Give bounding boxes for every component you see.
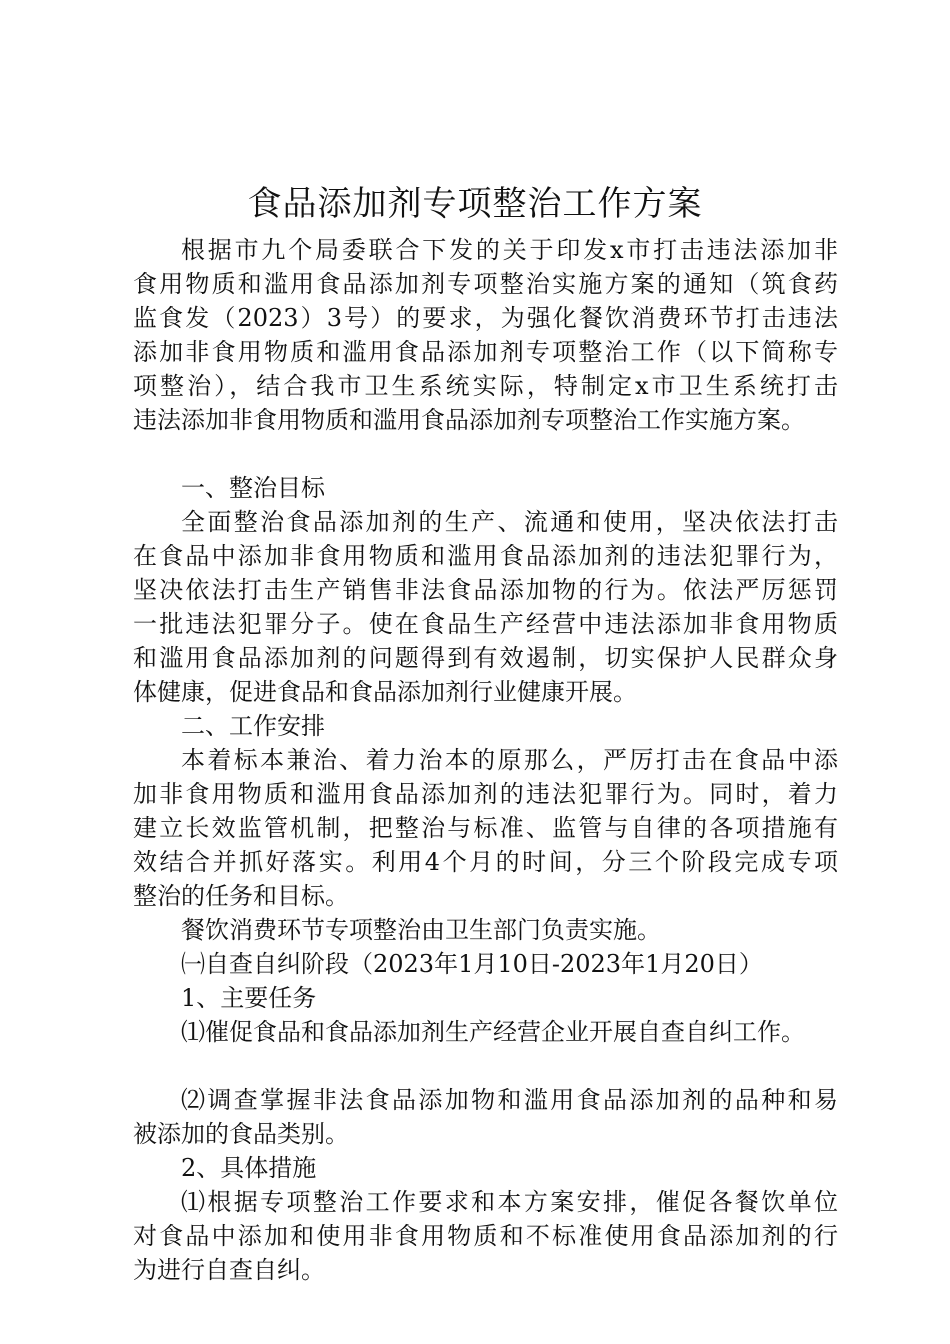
task-item-1: ⑴催促食品和食品添加剂生产经营企业开展自查自纠工作。 — [181, 1018, 805, 1046]
text-line: 效结合并抓好落实。利用4个月的时间，分三个阶段完成专项 — [133, 848, 838, 876]
text-line: 添加非食用物质和滥用食品添加剂专项整治工作（以下简称专 — [133, 338, 838, 366]
arrangement-paragraph — [133, 743, 838, 913]
text-line: 对食品中添加和使用非食用物质和不标准使用食品添加剂的行 — [133, 1222, 838, 1250]
phase-heading-self-check: ㈠自查自纠阶段（2023年1月10日-2023年1月20日） — [181, 950, 763, 978]
text-line: 监食发（2023）3号）的要求，为强化餐饮消费环节打击违法 — [133, 304, 838, 332]
text-line: 违法添加非食用物质和滥用食品添加剂专项整治工作实施方案。 — [133, 406, 805, 434]
text-line: 为进行自查自纠。 — [133, 1256, 325, 1284]
text-line: 整治的任务和目标。 — [133, 882, 349, 910]
text-line: ⑵调查掌握非法食品添加物和滥用食品添加剂的品种和易 — [181, 1086, 838, 1114]
text-line: ⑴根据专项整治工作要求和本方案安排，催促各餐饮单位 — [181, 1188, 838, 1216]
text-line: 根据市九个局委联合下发的关于印发x市打击违法添加非 — [181, 236, 838, 264]
subheading-main-tasks: 1、主要任务 — [181, 984, 317, 1012]
text-line: 坚决依法打击生产销售非法食品添加物的行为。依法严厉惩罚 — [133, 576, 838, 604]
text-line: 食用物质和滥用食品添加剂专项整治实施方案的通知（筑食药 — [133, 270, 838, 298]
section-heading-arrangement: 二、工作安排 — [181, 712, 325, 740]
document-body — [133, 233, 838, 1287]
paragraph-gap — [133, 1049, 838, 1083]
text-line: 加非食用物质和滥用食品添加剂的违法犯罪行为。同时，着力 — [133, 780, 838, 808]
text-line: 体健康，促进食品和食品添加剂行业健康开展。 — [133, 678, 637, 706]
text-line: 全面整治食品添加剂的生产、流通和使用，坚决依法打击 — [181, 508, 838, 536]
measure-item-1 — [133, 1185, 838, 1287]
text-line: 本着标本兼治、着力治本的原那么，严厉打击在食品中添 — [181, 746, 838, 774]
text-line: 建立长效监管机制，把整治与标准、监管与自律的各项措施有 — [133, 814, 838, 842]
arrangement-note: 餐饮消费环节专项整治由卫生部门负责实施。 — [181, 916, 661, 944]
document-title: 食品添加剂专项整治工作方案 — [247, 184, 703, 224]
text-line: 一批违法犯罪分子。使在食品生产经营中违法添加非食用物质 — [133, 610, 838, 638]
section-heading-goals: 一、整治目标 — [181, 474, 325, 502]
text-line: 和滥用食品添加剂的问题得到有效遏制，切实保护人民群众身 — [133, 644, 838, 672]
text-line: 被添加的食品类别。 — [133, 1120, 349, 1148]
text-line: 在食品中添加非食用物质和滥用食品添加剂的违法犯罪行为， — [133, 542, 838, 570]
subheading-measures: 2、具体措施 — [181, 1154, 317, 1182]
goals-paragraph — [133, 505, 838, 709]
paragraph-gap — [133, 437, 838, 471]
text-line: 项整治），结合我市卫生系统实际，特制定x市卫生系统打击 — [133, 372, 838, 400]
task-item-2 — [133, 1083, 838, 1151]
intro-paragraph — [133, 233, 838, 437]
